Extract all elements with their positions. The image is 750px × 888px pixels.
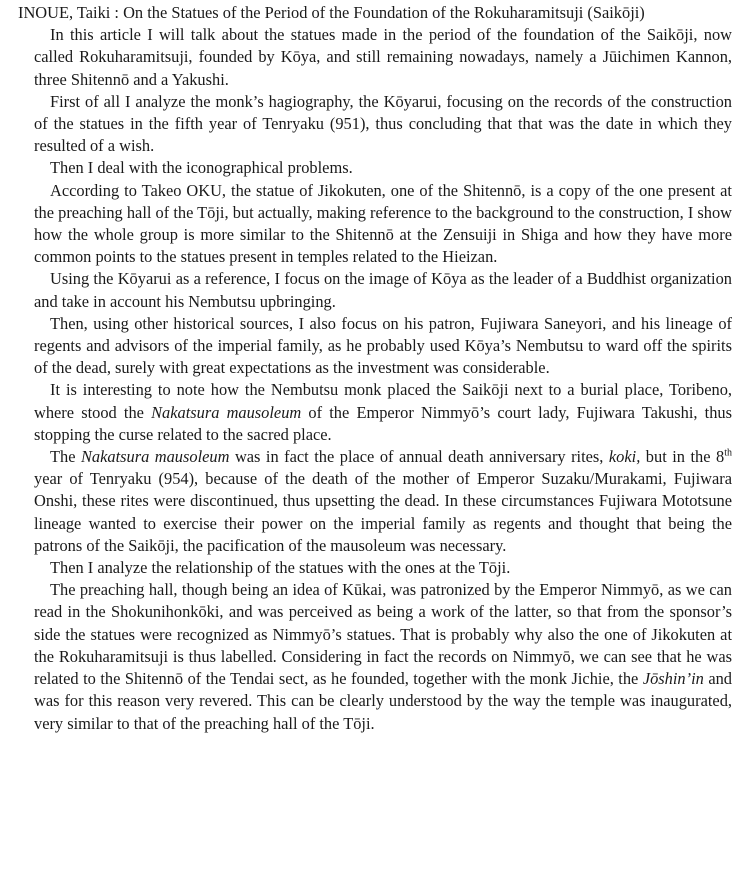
text-run: and was for this reason very revered. This can be clearly understood by the way the temple was inaugurated, very similar to that of the preaching hall of the Tōji. bbox=[34, 669, 733, 733]
paragraph bbox=[18, 180, 732, 269]
text-run: of the Emperor Nimmyō’s court lady, Fujiwara Takushi, thus stopping the curse related to the sacred place. bbox=[34, 402, 732, 444]
paragraph bbox=[18, 313, 732, 380]
paragraph bbox=[18, 24, 732, 91]
text-run: According to Takeo OKU, the statue of Jikokuten, one of the Shitennō, is a copy of the one present at the preaching hall of the Tōji, but actually, making reference to the background to the construction, I show how the whole group is more similar to the Shitennō at the Zensuiji in Shiga and how they have more common points to the statues present in temples related to the Hieizan. bbox=[34, 180, 732, 267]
text-run: In this article I will talk about the statues made in the period of the foundation of the Saikōji, now called Rokuharamitsuji, founded by Kōya, and still remaining nowadays, namely a Jūichimen Kannon, three Shitennō and a Yakushi. bbox=[34, 25, 732, 89]
italic-term: Nakatsura mausoleum bbox=[80, 447, 230, 467]
italic-term: Nakatsura mausoleum bbox=[151, 402, 302, 422]
text-run: Using the Kōyarui as a reference, I focus on the image of Kōya as the leader of a Buddhist organization and take in account his Nembutsu upbringing. bbox=[34, 269, 732, 311]
text-run: year of Tenryaku (954), because of the death of the mother of Emperor Suzaku/Murakami, Fujiwara Onshi, these rites were discontinued, thus upsetting the dead. In these circumstances Fujiwara Mototsune lineage wanted to exercise their power on the imperial family as regents and thought that being the patrons of the Saikōji, the pacification of the mausoleum was necessary. bbox=[34, 469, 732, 555]
text-run: Then I analyze the relationship of the statues with the ones at the Tōji. bbox=[50, 558, 511, 578]
paragraph bbox=[18, 157, 732, 179]
paragraph bbox=[18, 446, 732, 557]
text-run: Then I deal with the iconographical problems. bbox=[50, 158, 353, 178]
page bbox=[18, 2, 732, 735]
text-run: It is interesting to note how the Nembutsu monk placed the Saikōji next to a burial place, Toribeno, where stood the bbox=[34, 380, 732, 422]
article-body bbox=[18, 24, 732, 735]
paragraph bbox=[18, 579, 732, 734]
text-run: was in fact the place of annual death anniversary rites, bbox=[229, 447, 609, 467]
paragraph bbox=[18, 268, 732, 312]
paragraph bbox=[18, 557, 732, 579]
superscript: th bbox=[724, 447, 732, 459]
article-heading: INOUE, Taiki : On the Statues of the Period of the Foundation of the Rokuharamitsuji (Saikōji) bbox=[18, 3, 645, 22]
italic-term: Jōshin’in bbox=[642, 669, 704, 689]
text-run: Then, using other historical sources, I also focus on his patron, Fujiwara Saneyori, and his lineage of regents and advisors of the imperial family, as he probably used Kōya’s Nembutsu to ward off the spirits of the dead, surely with great expectations as the investment was considerable. bbox=[34, 313, 732, 378]
text-run: First of all I analyze the monk’s hagiography, the Kōyarui, focusing on the records of the construction of the statues in the fifth year of Tenryaku (951), thus concluding that that was the date in which they resulted of a wish. bbox=[34, 91, 732, 156]
italic-term: koki, bbox=[608, 447, 641, 467]
paragraph bbox=[18, 379, 732, 446]
text-run: The bbox=[50, 447, 81, 467]
paragraph bbox=[18, 91, 732, 158]
text-run: but in the 8 bbox=[640, 447, 725, 467]
text-run: The preaching hall, though being an idea of Kūkai, was patronized by the Emperor Nimmyō, as we can read in the Shokunihonkōki, and was perceived as being a work of the latter, so that from the sponsor’s side the statues were recognized as Nimmyō’s statues. That is probably why also the one of Jikokuten at the Rokuharamitsuji is thus labelled. Considering in fact the records on Nimmyō, we can see that he was related to the Shitennō of the Tendai sect, as he founded, together with the monk Jichie, the bbox=[34, 580, 732, 689]
